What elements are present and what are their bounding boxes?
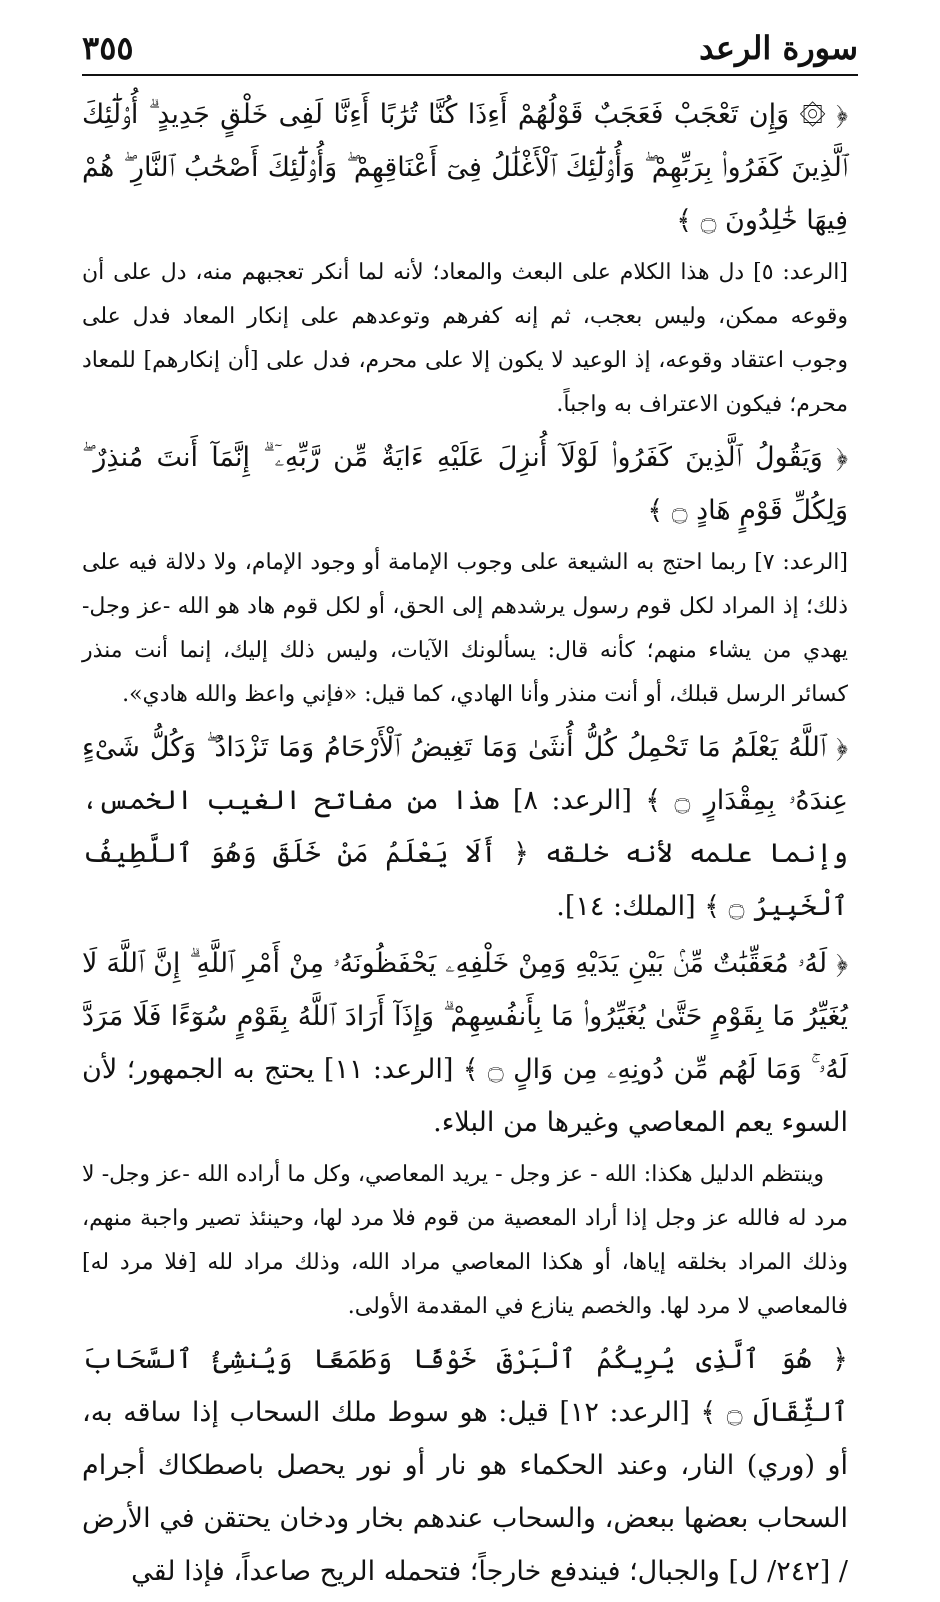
header-rule xyxy=(82,74,858,76)
verse-paragraph-ar-raad-8: ﴿ ٱللَّهُ يَعْلَمُ مَا تَحْمِلُ كُلُّ أُنثَىٰ وَمَا تَغِيضُ ٱلْأَرْحَامُ وَمَا تَزْدَادُ ۖ وَكُلُّ شَىْءٍ عِندَهُۥ بِمِقْدَارٍ ۝ ﴾ [الرعد: ٨] هذا من مفاتح الغيب الخمس، وإنما علمه لأنه خلقه ﴿ أَلَا يَعْلَمُ مَنْ خَلَقَ وَهُوَ ٱللَّطِيفُ ٱلْخَبِيرُ ۝ ﴾ [الملك: ١٤]. xyxy=(82,732,848,922)
surah-title: سورة الرعد xyxy=(699,29,858,67)
commentary-paragraph-argument: وينتظم الدليل هكذا: الله - عز وجل - يريد المعاصي، وكل ما أراده الله -عز وجل- لا مرد له فالله عز وجل إذا أراد المعصية من قوم فلا مرد لها، وحينئذ تصير واجبة منهم، وذلك المراد بخلقه إياها، أو هكذا المعاصي مراد الله، وذلك مراد لله [فلا مرد له] فالمعاصي لا مرد لها. والخصم ينازع في المقدمة الأولى. xyxy=(82,1162,848,1319)
page-number: ٣٥٥ xyxy=(82,29,134,67)
verse-paragraph-ar-raad-5: ﴿ ۞ وَإِن تَعْجَبْ فَعَجَبٌ قَوْلُهُمْ أَءِذَا كُنَّا تُرَٰبًا أَءِنَّا لَفِى خَلْقٍ جَدِيدٍ ۗ أُو۟لَٰٓئِكَ ٱلَّذِينَ كَفَرُوا۟ بِرَبِّهِمْ ۖ وَأُو۟لَٰٓئِكَ ٱلْأَغْلَٰلُ فِىٓ أَعْنَاقِهِمْ ۖ وَأُو۟لَٰٓئِكَ أَصْحَٰبُ ٱلنَّارِ ۖ هُمْ فِيهَا خَٰلِدُونَ ۝ ﴾ xyxy=(82,99,848,236)
commentary-paragraph-7: [الرعد: ٧] ربما احتج به الشيعة على وجوب الإمامة أو وجود الإمام، ولا دلالة فيه على ذلك؛ إذ المراد لكل قوم رسول يرشدهم إلى الحق، أو لكل قوم هاد هو الله -عز وجل- يهدي من يشاء منهم؛ كأنه قال: يسألونك الآيات، وليس ذلك إليك، إنما أنت منذر كسائر الرسل قبلك، أو أنت منذر وأنا الهادي، كما قيل: «فإني واعظ والله هادي». xyxy=(82,550,848,707)
verse-paragraph-ar-raad-12: ﴿ هُوَ ٱلَّذِى يُرِيكُمُ ٱلْبَرْقَ خَوْفًا وَطَمَعًا وَيُنشِئُ ٱلسَّحَابَ ٱلثِّقَالَ ۝ ﴾ [الرعد: ١٢] قيل: هو سوط ملك السحاب إذا ساقه به، أو (وري) النار، وعند الحكماء هو نار أو نور يحصل باصطكاك أجرام السحاب بعضها ببعض، والسحاب عندهم بخار ودخان يحتقن في الأرض / [٢٤٢/ ل] والجبال؛ فيندفع خارجاً؛ فتحمله الريح صاعداً، فإذا لقي xyxy=(82,1344,848,1587)
verse-paragraph-ar-raad-7: ﴿ وَيَقُولُ ٱلَّذِينَ كَفَرُوا۟ لَوْلَآ أُنزِلَ عَلَيْهِ ءَايَةٌ مِّن رَّبِّهِۦٓ ۗ إِنَّمَآ أَنتَ مُنذِرٌ ۖ وَلِكُلِّ قَوْمٍ هَادٍ ۝ ﴾ xyxy=(82,442,848,526)
verse-paragraph-ar-raad-11: ﴿ لَهُۥ مُعَقِّبَٰتٌ مِّنۢ بَيْنِ يَدَيْهِ وَمِنْ خَلْفِهِۦ يَحْفَظُونَهُۥ مِنْ أَمْرِ ٱللَّهِ ۗ إِنَّ ٱللَّهَ لَا يُغَيِّرُ مَا بِقَوْمٍ حَتَّىٰ يُغَيِّرُوا۟ مَا بِأَنفُسِهِمْ ۗ وَإِذَآ أَرَادَ ٱللَّهُ بِقَوْمٍ سُوٓءًا فَلَا مَرَدَّ لَهُۥ ۚ وَمَا لَهُم مِّن دُونِهِۦ مِن وَالٍ ۝ ﴾ [الرعد: ١١] يحتج به الجمهور؛ لأن السوء يعم المعاصي وغيرها من البلاء. xyxy=(82,948,849,1138)
commentary-paragraph-5: [الرعد: ٥] دل هذا الكلام على البعث والمعاد؛ لأنه لما أنكر تعجبهم منه، دل على أن وقوعه ممكن، وليس بعجب، ثم إنه كفرهم وتوعدهم على إنكار المعاد فدل على وجوب اعتقاد وقوعه، إذ الوعيد لا يكون إلا على محرم، فدل على [أن إنكارهم] للمعاد محرم؛ فيكون الاعتراف به واجباً. xyxy=(82,260,849,417)
page-body xyxy=(82,88,848,1602)
page-header xyxy=(82,22,858,70)
